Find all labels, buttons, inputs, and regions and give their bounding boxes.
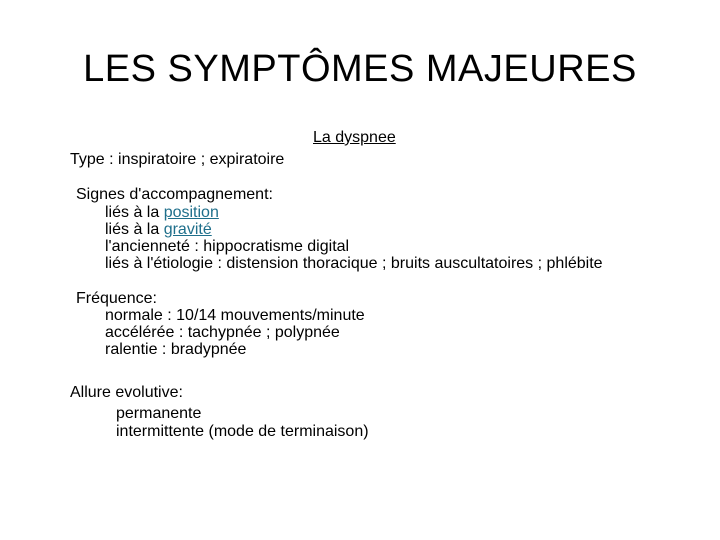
frequence-item-ralentie: ralentie : bradypnée — [105, 341, 247, 358]
slide-title: LES SYMPTÔMES MAJEURES — [83, 48, 637, 90]
signes-item-prefix: liés à la — [105, 221, 164, 238]
frequence-item-normale: normale : 10/14 mouvements/minute — [105, 307, 365, 324]
frequence-heading: Fréquence: — [76, 290, 157, 307]
allure-item-permanente: permanente — [116, 405, 202, 422]
frequence-item-acceleree: accélérée : tachypnée ; polypnée — [105, 324, 340, 341]
signes-item-etiologie: liés à l'étiologie : distension thoracique ; bruits auscultatoires ; phlébite — [105, 255, 603, 272]
allure-item-intermittente: intermittente (mode de terminaison) — [116, 423, 369, 440]
allure-heading: Allure evolutive: — [70, 384, 183, 401]
position-link[interactable]: position — [163, 204, 219, 221]
signes-heading: Signes d'accompagnement: — [76, 186, 273, 203]
signes-item-gravite — [105, 221, 212, 239]
type-line: Type : inspiratoire ; expiratoire — [70, 151, 285, 168]
signes-item-anciennete: l'ancienneté : hippocratisme digital — [105, 238, 350, 255]
subtitle: La dyspnee — [313, 129, 396, 146]
signes-item-prefix: liés à la — [105, 204, 164, 221]
signes-item-position — [105, 204, 219, 222]
gravite-link[interactable]: gravité — [163, 221, 212, 238]
